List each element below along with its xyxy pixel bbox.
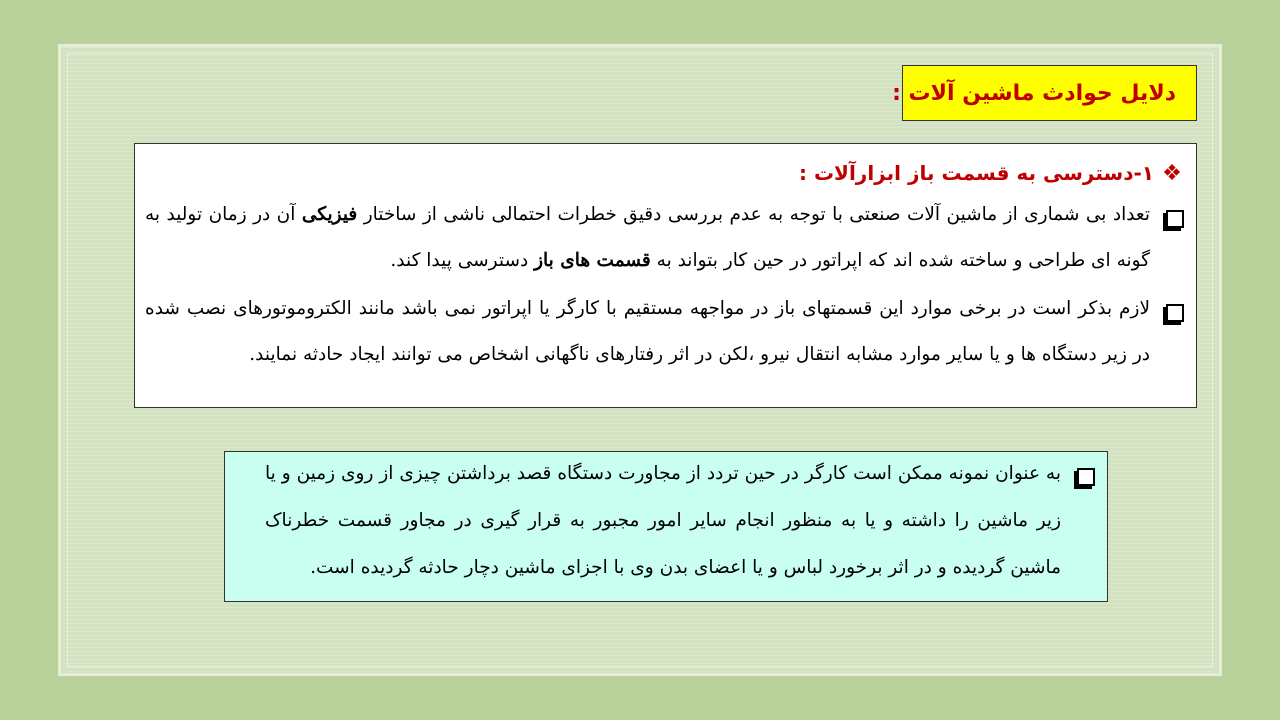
text-segment: آن در زمان تولید به گونه ای طراحی و ساخته شده اند که اپراتور در حین کار بتواند به: [145, 204, 1150, 271]
slide-title: دلایل حوادث ماشین آلات :: [892, 80, 1176, 106]
note-item: [265, 460, 1097, 591]
section-heading: ۱-دسترسی به قسمت باز ابزارآلات :: [799, 161, 1154, 185]
list-item: [145, 296, 1186, 378]
text-segment: دسترسی پیدا کند.: [390, 250, 535, 271]
note-text: به عنوان نمونه ممکن است کارگر در حین تردد از مجاورت دستگاه قصد برداشتن چیزی از روی زمین و یا زیر ماشین را داشته و یا به منظور انجام سایر امور مجبور به قرار گیری در مجاور قسمت خطرناک ماشین گردیده و در اثر برخورد لباس و یا اعضای بدن وی با اجزای ماشین دچار حادثه گردیده است.: [265, 463, 1061, 578]
example-note-box: [224, 451, 1108, 602]
main-content-box: [134, 143, 1197, 408]
list-item-text: لازم بذکر است در برخی موارد این قسمتهای باز در مواجهه مستقیم با کارگر یا اپراتور نمی باشد مانند الکتروموتورهای نصب شده در زیر دستگاه ها و یا سایر موارد مشابه انتقال نیرو ،لکن در اثر رفتارهای ناگهانی اشخاص می توانند ایجاد حادثه نمایند.: [145, 298, 1150, 365]
checkbox-bullet-icon: [1166, 210, 1184, 228]
bold-text: فیزیکی: [301, 204, 358, 225]
diamond-bullet-icon: ❖: [1162, 160, 1182, 186]
text-segment: تعداد بی شماری از ماشین آلات صنعتی با توجه به عدم بررسی دقیق خطرات احتمالی ناشی از ساختار: [357, 204, 1150, 225]
section-heading-row: [145, 156, 1186, 190]
checkbox-bullet-icon: [1166, 304, 1184, 322]
bold-text: قسمت های باز: [534, 250, 651, 271]
list-item: [145, 202, 1186, 284]
checkbox-bullet-icon: [1077, 468, 1095, 486]
title-box: [892, 65, 1197, 121]
list-item-text: [145, 192, 1150, 284]
